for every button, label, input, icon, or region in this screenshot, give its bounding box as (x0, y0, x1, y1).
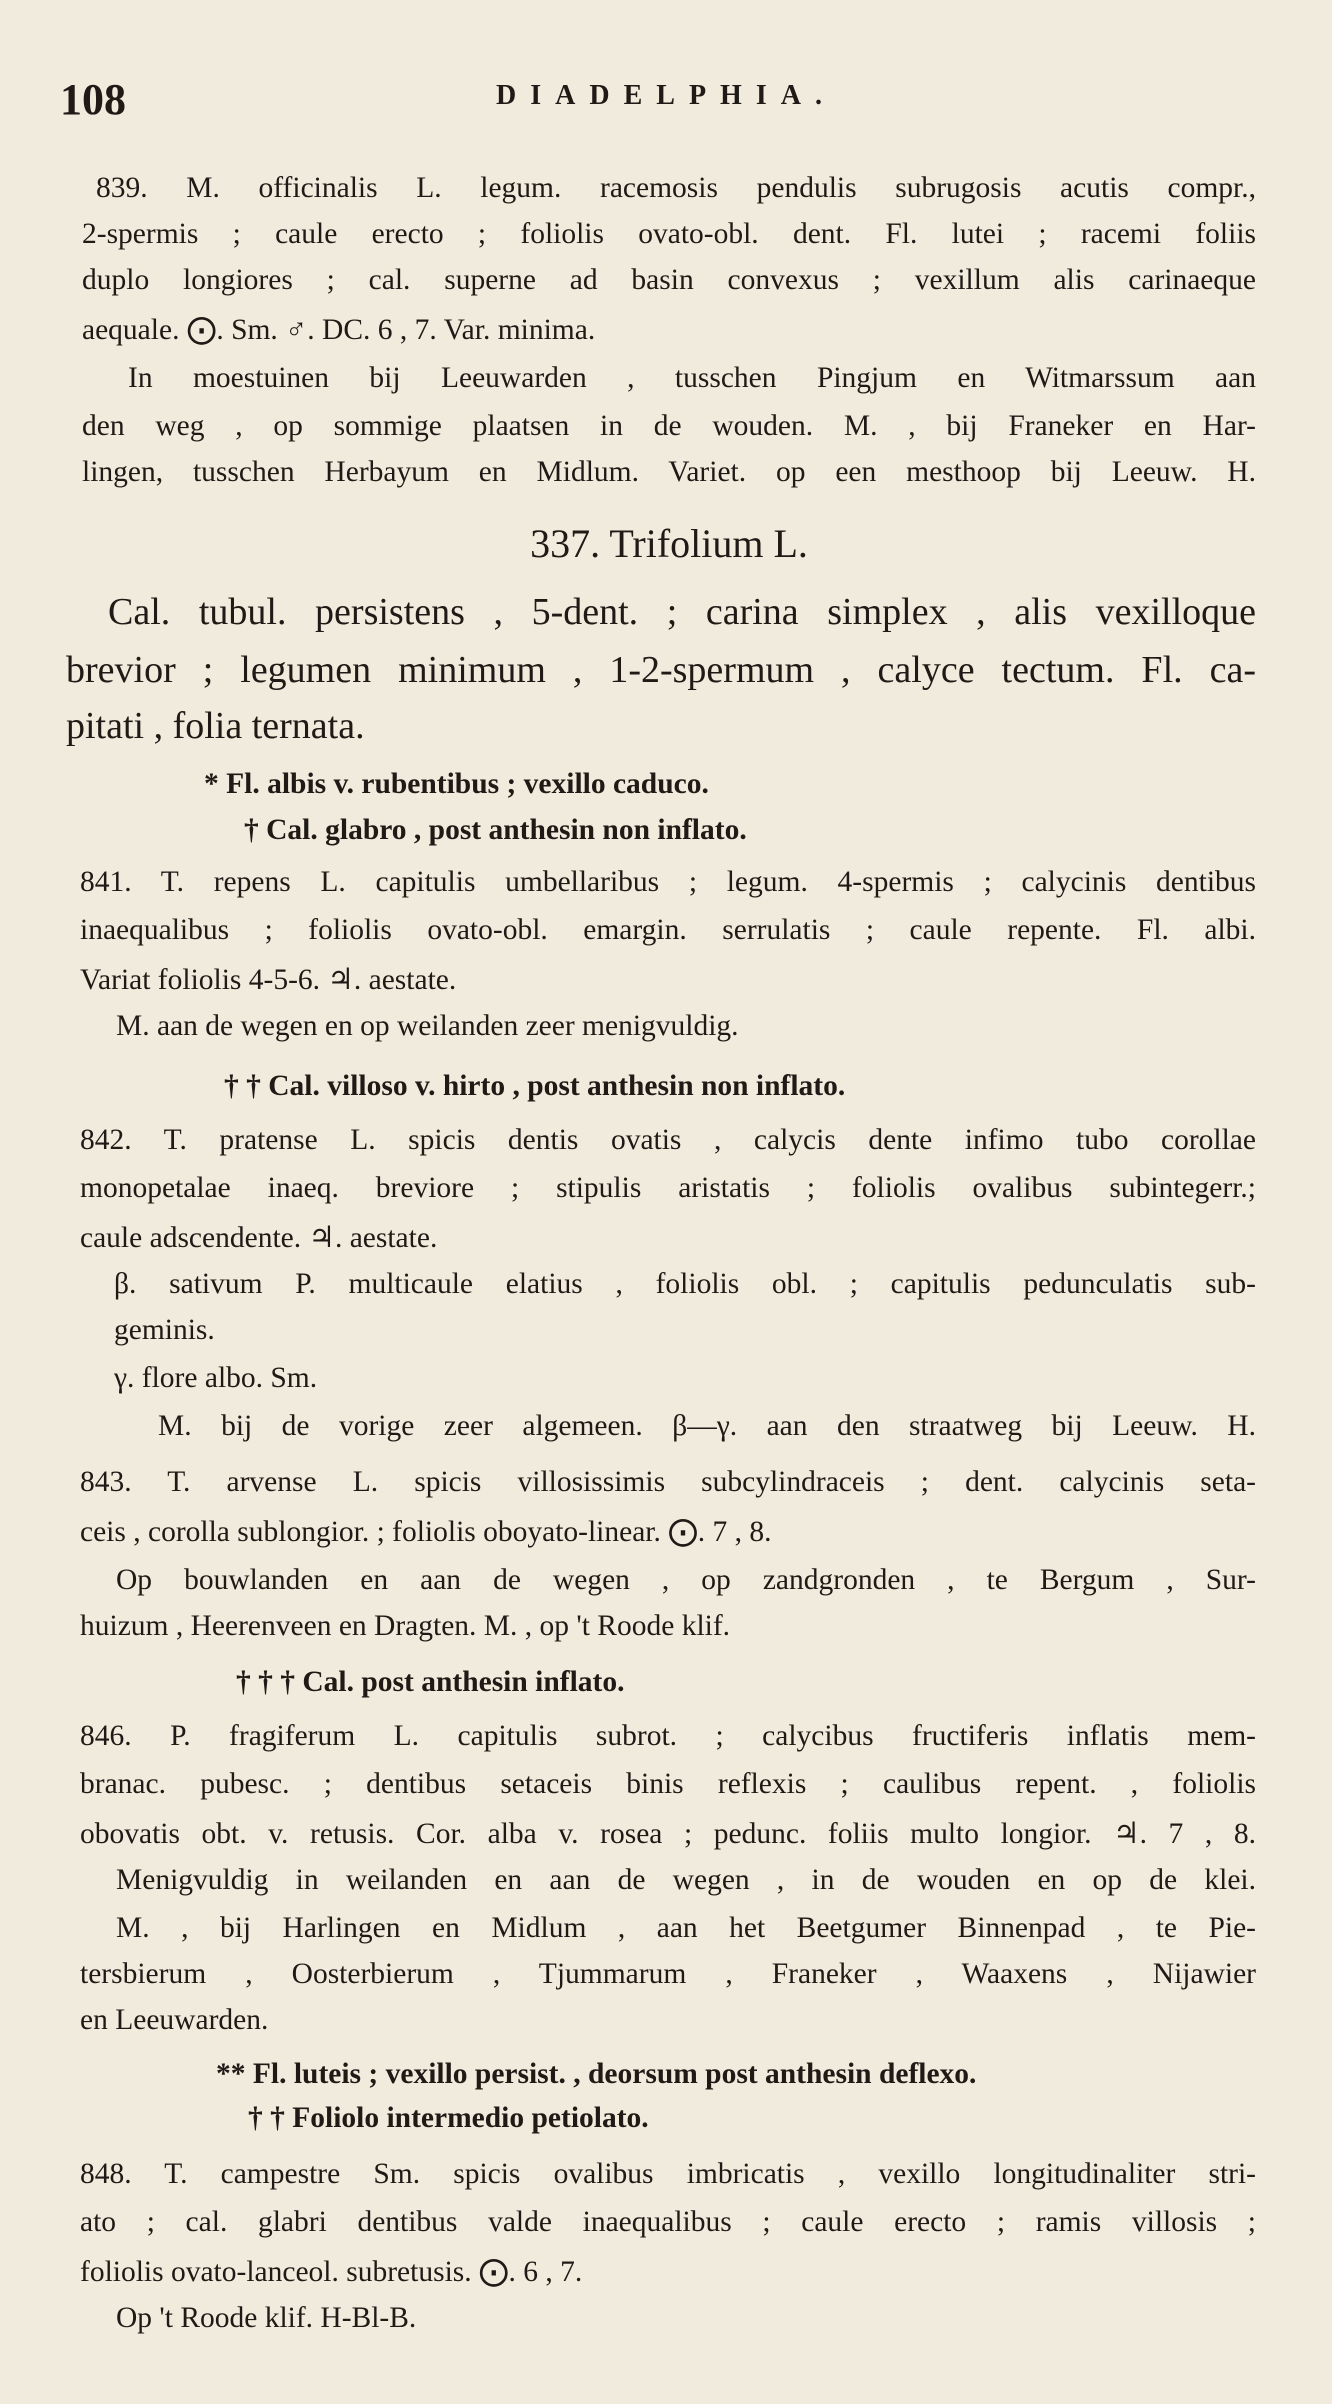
subsection-heading: † Cal. glabro , post anthesin non inflato. (244, 814, 747, 846)
text-line: monopetalae inaeq. breviore ; stipulis aristatis ; foliolis ovalibus subintegerr.; (80, 1172, 1256, 1204)
text-line: ato ; cal. glabri dentibus valde inaequalibus ; caule erecto ; ramis villosis ; (80, 2206, 1256, 2238)
text-line: geminis. (114, 1314, 215, 1346)
text-line: 839. M. officinalis L. legum. racemosis pendulis subrugosis acutis compr., (96, 172, 1256, 204)
genus-heading: 337. Trifolium L. (530, 521, 808, 566)
text-line: Menigvuldig in weilanden en aan de wegen , in de wouden en op de klei. (116, 1864, 1256, 1896)
text-line: In moestuinen bij Leeuwarden , tusschen Pingjum en Witmarssum aan (128, 362, 1256, 394)
text-line: aequale. ⨀. Sm. ♂. DC. 6 , 7. Var. minima. (82, 314, 596, 346)
text-line: 846. P. fragiferum L. capitulis subrot. ; calycibus fructiferis inflatis mem- (80, 1720, 1256, 1752)
text-line: huizum , Heerenveen en Dragten. M. , op 't Roode klif. (80, 1610, 731, 1642)
text-line: Op bouwlanden en aan de wegen , op zandgronden , te Bergum , Sur- (116, 1564, 1256, 1596)
text-line: Op 't Roode klif. H-Bl-B. (116, 2302, 417, 2334)
text-line: 843. T. arvense L. spicis villosissimis subcylindraceis ; dent. calycinis seta- (80, 1466, 1256, 1498)
text-line: inaequalibus ; foliolis ovato-obl. emargin. serrulatis ; caule repente. Fl. albi. (80, 914, 1256, 946)
section-heading: * Fl. albis v. rubentibus ; vexillo caduco. (204, 768, 709, 800)
text-line: obovatis obt. v. retusis. Cor. alba v. rosea ; pedunc. foliis multo longior. ♃. 7 , 8. (80, 1818, 1256, 1850)
page-header (60, 74, 1272, 134)
text-line: ceis , corolla sublongior. ; foliolis oboyato-linear. ⨀. 7 , 8. (80, 1516, 772, 1548)
text-line: foliolis ovato-lanceol. subretusis. ⨀. 6 , 7. (80, 2256, 583, 2288)
running-title: DIADELPHIA. (496, 80, 836, 111)
text-line: 841. T. repens L. capitulis umbellaribus ; legum. 4-spermis ; calycinis dentibus (80, 866, 1256, 898)
text-line: lingen, tusschen Herbayum en Midlum. Variet. op een mesthoop bij Leeuw. H. (82, 456, 1256, 488)
text-line: M. , bij Harlingen en Midlum , aan het Beetgumer Binnenpad , te Pie- (116, 1912, 1256, 1944)
text-line: Variat foliolis 4-5-6. ♃. aestate. (80, 964, 457, 996)
subsection-heading: † † Cal. villoso v. hirto , post anthesin non inflato. (224, 1070, 846, 1102)
page-number: 108 (60, 75, 126, 124)
subsection-heading: † † † Cal. post anthesin inflato. (236, 1666, 625, 1698)
text-line: tersbierum , Oosterbierum , Tjummarum , Franeker , Waaxens , Nijawier (80, 1958, 1256, 1990)
text-line: γ. flore albo. Sm. (114, 1362, 318, 1394)
text-line: pitati , folia ternata. (66, 705, 365, 747)
subsection-heading: † † Foliolo intermedio petiolato. (248, 2102, 649, 2134)
text-line: 842. T. pratense L. spicis dentis ovatis , calycis dente infimo tubo corollae (80, 1124, 1256, 1156)
text-line: 2-spermis ; caule erecto ; foliolis ovato-obl. dent. Fl. lutei ; racemi foliis (82, 218, 1256, 250)
text-line: M. bij de vorige zeer algemeen. β—γ. aan den straatweg bij Leeuw. H. (158, 1410, 1256, 1442)
text-line: Cal. tubul. persistens , 5-dent. ; carina simplex , alis vexilloque (108, 591, 1256, 633)
text-line: 848. T. campestre Sm. spicis ovalibus imbricatis , vexillo longitudinaliter stri- (80, 2158, 1256, 2190)
text-line: β. sativum P. multicaule elatius , foliolis obl. ; capitulis pedunculatis sub- (114, 1268, 1256, 1300)
text-line: den weg , op sommige plaatsen in de wouden. M. , bij Franeker en Har- (82, 410, 1256, 442)
text-line: duplo longiores ; cal. superne ad basin convexus ; vexillum alis carinaeque (82, 264, 1256, 296)
text-line: M. aan de wegen en op weilanden zeer menigvuldig. (116, 1010, 739, 1042)
text-line: brevior ; legumen minimum , 1-2-spermum , calyce tectum. Fl. ca- (66, 649, 1256, 691)
section-heading: ** Fl. luteis ; vexillo persist. , deorsum post anthesin deflexo. (216, 2058, 977, 2090)
text-line: en Leeuwarden. (80, 2004, 269, 2036)
text-line: branac. pubesc. ; dentibus setaceis binis reflexis ; caulibus repent. , foliolis (80, 1768, 1256, 1800)
text-line: caule adscendente. ♃. aestate. (80, 1222, 438, 1254)
